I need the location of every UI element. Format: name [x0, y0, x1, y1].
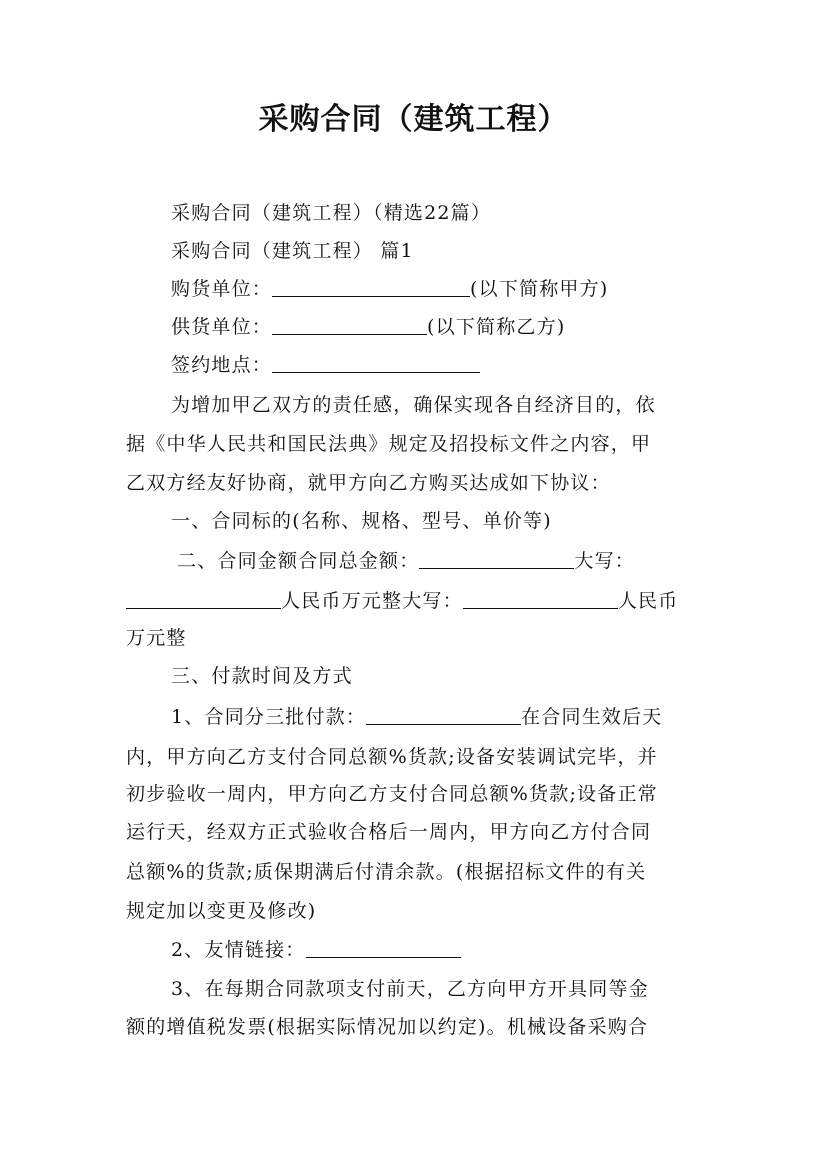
item-2-line-2	[126, 588, 678, 614]
document-title: 采购合同（建筑工程）	[258, 102, 569, 137]
item-2-text-c: 人民币万元整大写：	[281, 590, 463, 612]
buyer-suffix: (以下简称甲方)	[470, 278, 609, 300]
item-2-line-3: 万元整	[126, 627, 187, 649]
pay-1-text-b: 在合同生效后天	[521, 706, 663, 728]
sign-place-label: 签约地点：	[171, 354, 273, 376]
amount-words-blank-2	[463, 588, 618, 609]
first-payment-blank	[366, 704, 521, 725]
part-heading: 采购合同（建筑工程） 篇1	[171, 240, 414, 262]
buyer-label: 购货单位：	[171, 278, 273, 300]
sign-place-blank	[272, 352, 480, 373]
item-3: 三、付款时间及方式	[171, 665, 353, 687]
item-2-text-a: 二、合同金额合同总金额：	[177, 550, 420, 572]
pay-3-line-2: 额的增值税发票(根据实际情况加以约定)。机械设备采购合	[126, 1016, 649, 1038]
supplier-suffix: (以下简称乙方)	[427, 316, 566, 338]
supplier-label: 供货单位：	[171, 316, 273, 338]
pay-2-line	[171, 937, 461, 963]
pay-1-line-2: 内，甲方向乙方支付合同总额%货款;设备安装调试完毕，并	[126, 746, 658, 768]
intro-line-1: 为增加甲乙双方的责任感，确保实现各自经济目的，依	[171, 394, 656, 416]
subtitle: 采购合同（建筑工程）（精选22篇）	[171, 202, 492, 224]
buyer-blank	[272, 276, 470, 297]
intro-line-2: 据《中华人民共和国民法典》规定及招投标文件之内容，甲	[126, 433, 652, 455]
pay-1-line-4: 运行天，经双方正式验收合格后一周内，甲方向乙方付合同	[126, 821, 652, 843]
intro-line-3: 乙双方经友好协商，就甲方向乙方购买达成如下协议：	[126, 472, 611, 494]
item-1: 一、合同标的(名称、规格、型号、单价等)	[171, 510, 552, 532]
pay-3-line-1: 3、在每期合同款项支付前天，乙方向甲方开具同等金	[171, 978, 649, 1000]
supplier-blank	[272, 314, 427, 335]
pay-1-text-a: 1、合同分三批付款：	[171, 706, 367, 728]
pay-1-line-3: 初步验收一周内，甲方向乙方支付合同总额%货款;设备正常	[126, 783, 658, 805]
pay-2-text: 2、友情链接：	[171, 939, 306, 961]
buyer-line	[171, 276, 608, 302]
item-2-text-d: 人民币	[617, 590, 679, 612]
sign-place-line	[171, 352, 480, 378]
pay-1-line-6: 规定加以变更及修改)	[126, 900, 317, 922]
link-blank	[306, 937, 461, 958]
total-amount-blank	[419, 548, 574, 569]
item-2-text-b: 大写：	[574, 550, 636, 572]
item-2-line-1	[177, 548, 635, 574]
pay-1-line-5: 总额%的货款;质保期满后付清余款。(根据招标文件的有关	[126, 861, 647, 883]
pay-1-line-1	[171, 704, 663, 730]
amount-words-blank-1	[126, 588, 281, 609]
supplier-line	[171, 314, 565, 340]
